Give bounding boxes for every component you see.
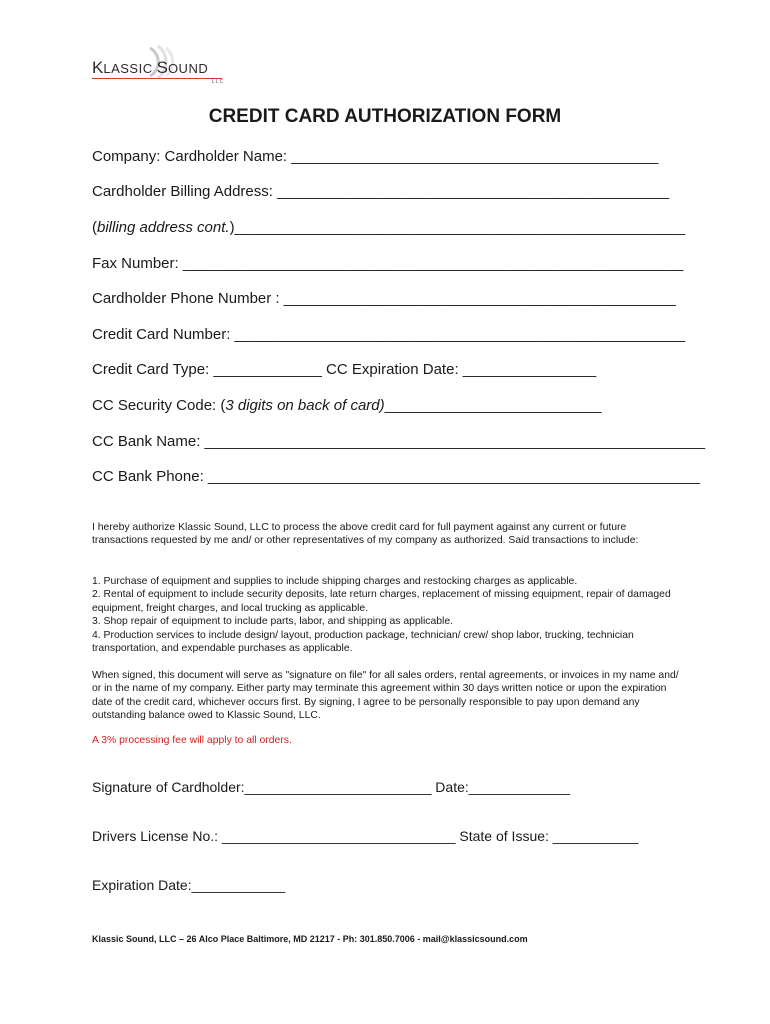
billing-cont-label: billing address cont.	[97, 219, 230, 236]
billing-address-cont-field[interactable]: (billing address cont.)______________________________________________________	[92, 219, 686, 236]
form-title: CREDIT CARD AUTHORIZATION FORM	[208, 106, 562, 127]
security-code-line: __________________________	[384, 397, 602, 414]
list-item: 2. Rental of equipment to include security deposits, late return charges, replacement of missing equipment, repair of damaged equipment, freight charges, and local trucking as applicable.	[92, 589, 671, 614]
footer-contact: Klassic Sound, LLC – 26 Alco Place Baltimore, MD 21217 - Ph: 301.850.7006 - mail@klassicsound.com	[92, 934, 528, 944]
billing-address-field[interactable]: Cardholder Billing Address: _______________________________________________	[92, 183, 670, 200]
logo-letter-s: S	[156, 58, 168, 77]
list-item: 1. Purchase of equipment and supplies to include shipping charges and restocking charges as applicable.	[92, 576, 578, 587]
logo-letter-k: K	[92, 58, 104, 77]
card-number-field[interactable]: Credit Card Number: ______________________________________________________	[92, 326, 686, 343]
signature-field[interactable]: Signature of Cardholder:________________________ Date:_____________	[92, 779, 570, 795]
company-logo	[92, 44, 232, 85]
logo-word-ound: OUND	[167, 61, 209, 76]
bank-phone-field[interactable]: CC Bank Phone: ___________________________________________________________	[92, 468, 701, 485]
signature-on-file-paragraph: When signed, this document will serve as "signature on file" for all sales orders, rental agreements, or invoices in my name and/ or in the name of my company. Either party may terminate this agreement within 30 days written notice or upon the expiration date of the credit card, whichever occurs first. By signing, I agree to be personally responsible to pay upon demand any outstanding balance owed to Klassic Sound, LLC.	[92, 670, 679, 722]
drivers-license-field[interactable]: Drivers License No.: ______________________________ State of Issue: ___________	[92, 828, 639, 844]
authorization-paragraph: I hereby authorize Klassic Sound, LLC to process the above credit card for full payment against any current or future transactions requested by me and/ or other representatives of my company as authorized. Said transactions to include:	[92, 522, 639, 547]
logo-suffix: LLC	[212, 79, 225, 85]
company-field[interactable]: Company: Cardholder Name: ____________________________________________	[92, 148, 659, 165]
security-code-hint: 3 digits on back of card)	[225, 397, 385, 414]
card-type-field[interactable]: Credit Card Type: _____________ CC Expiration Date: ________________	[92, 361, 597, 378]
processing-fee-notice: A 3% processing fee will apply to all orders.	[92, 735, 292, 746]
logo-wordmark	[92, 58, 208, 78]
list-item: 4. Production services to include design/ layout, production package, technician/ crew/ shop labor, trucking, technician transportation, and expendable purchases as applicable.	[92, 629, 634, 655]
logo-word-lassic: LASSIC	[103, 61, 153, 76]
bank-name-field[interactable]: CC Bank Name: ____________________________________________________________	[92, 433, 706, 450]
list-item: 3. Shop repair of equipment to include parts, labor, and shipping as applicable.	[92, 616, 454, 628]
expiration-date-field[interactable]: Expiration Date:____________	[92, 877, 286, 893]
fax-number-field[interactable]: Fax Number: ____________________________________________________________	[92, 255, 684, 272]
phone-number-field[interactable]: Cardholder Phone Number : _______________________________________________	[92, 290, 676, 307]
security-code-label: CC Security Code: (	[92, 397, 226, 414]
authorized-transactions-list	[92, 575, 682, 655]
logo-underline	[92, 78, 222, 79]
security-code-field[interactable]	[92, 397, 602, 414]
billing-cont-line: ______________________________________________________	[234, 219, 686, 236]
